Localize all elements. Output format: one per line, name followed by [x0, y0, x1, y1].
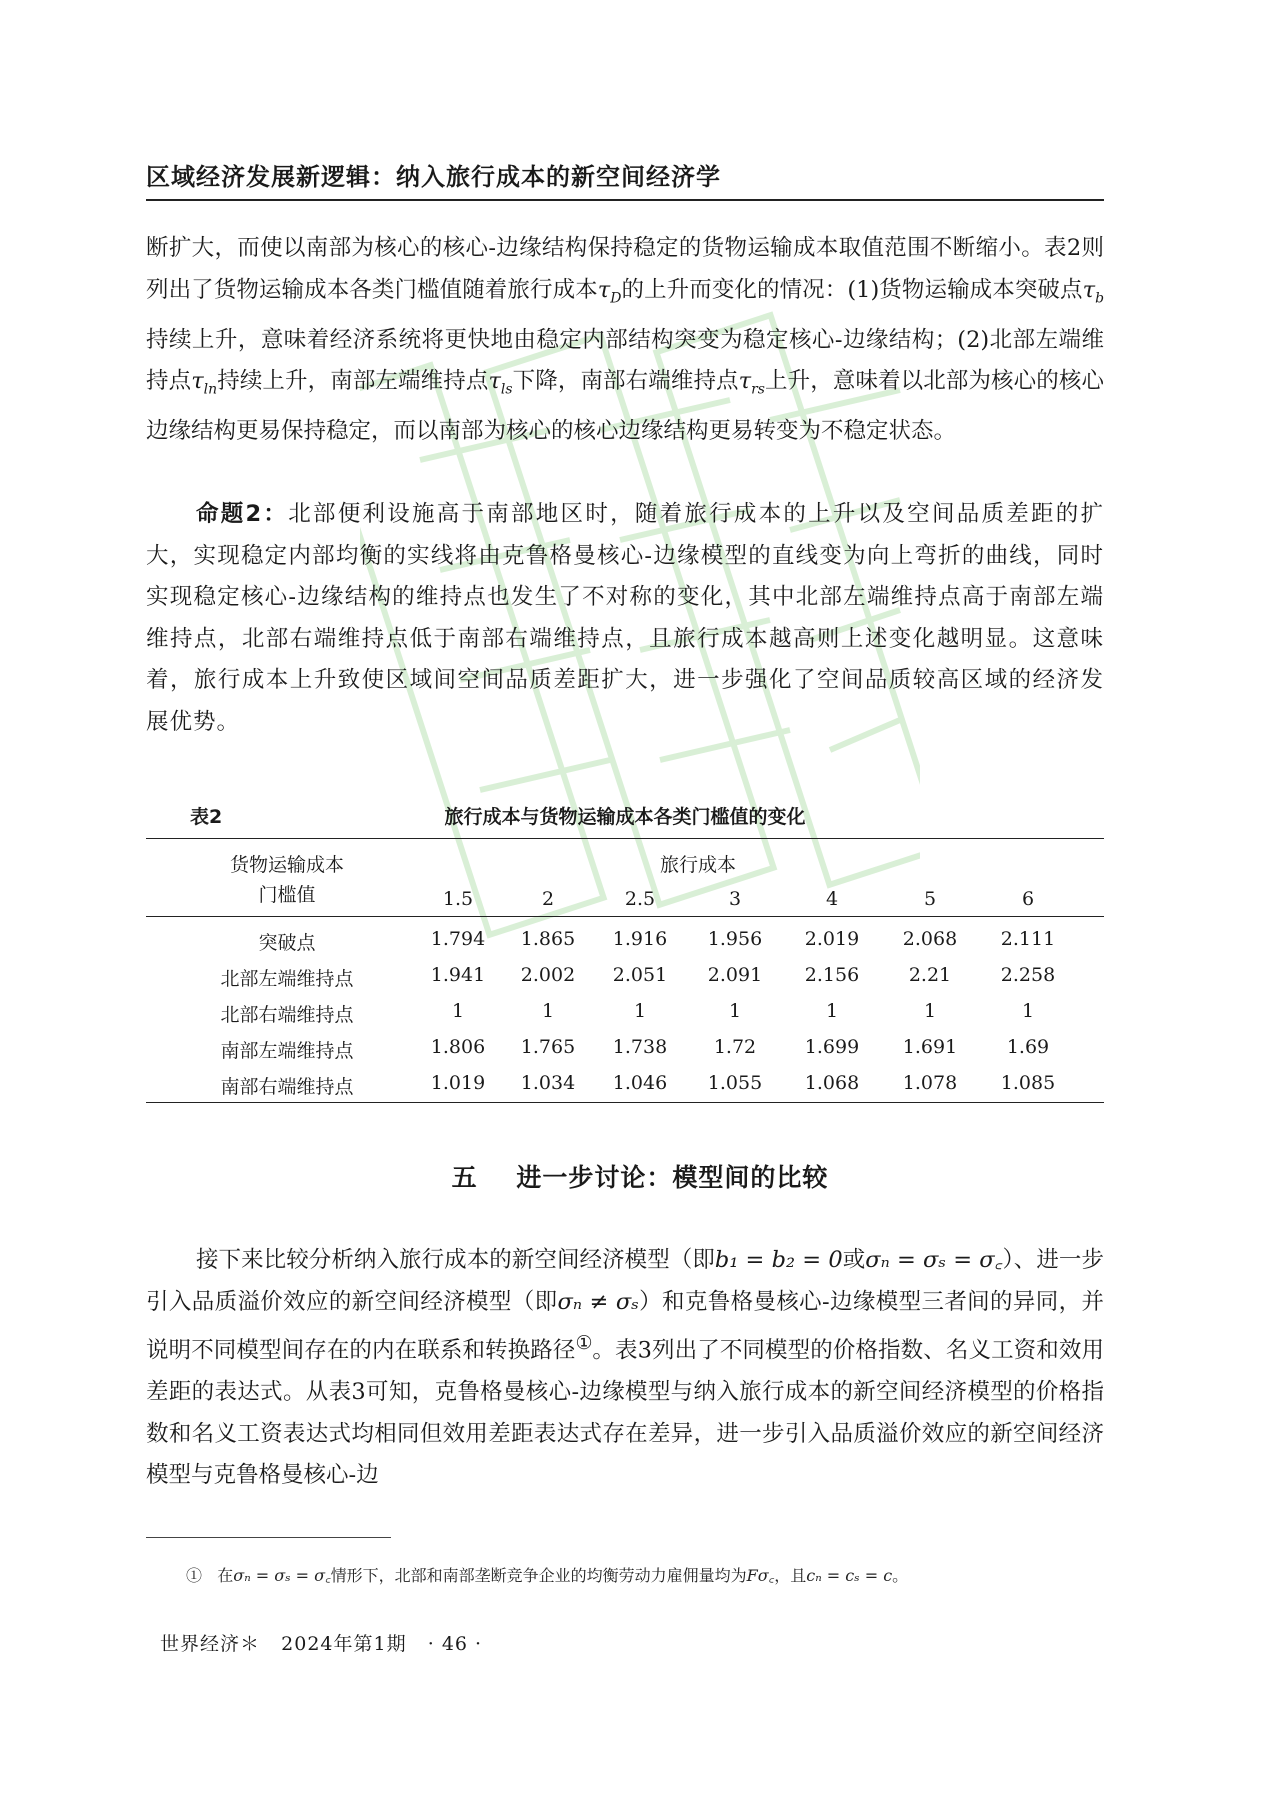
table-cell: 1.034 — [520, 1072, 576, 1094]
table-cell: 1.941 — [430, 964, 486, 986]
table-cell: 1.916 — [612, 928, 668, 950]
table-column-header: 3 — [728, 888, 742, 910]
table-cell: 2.258 — [1000, 964, 1056, 986]
running-header: 区域经济发展新逻辑：纳入旅行成本的新空间经济学 — [146, 163, 721, 191]
proposition-2 — [146, 494, 1104, 743]
table-title: 旅行成本与货物运输成本各类门槛值的变化 — [444, 806, 806, 828]
header-rule — [146, 199, 1104, 201]
table-column-header: 2 — [541, 888, 555, 910]
table-cell: 1.765 — [520, 1036, 576, 1058]
table-cell: 1.085 — [1000, 1072, 1056, 1094]
table-column-group: 旅行成本 — [660, 854, 737, 876]
table-cell: 1.956 — [707, 928, 763, 950]
paragraph-1: 断扩大，而使以南部为核心的核心-边缘结构保持稳定的货物运输成本取值范围不断缩小。表2则列出了货物运输成本各类门槛值随着旅行成本$\tau_D$的上升而变化的情况：(1)货物运输成本突破点$\tau_b$持续上升，意味着经济系统将更快地由稳定内部结构突变为稳定核心-边缘结构；(2)北部左端维持点$\tau_{ln}$持续上升，南部左端维持点$\tau_{ls}$下降，南部右端维持点$\tau_{rs}$上升，意味着以北部为核心的核心边缘结构更易保持稳定，而以南部为核心的核心边缘结构更易转变为不稳定状态。 — [146, 235, 1104, 444]
page-footer: 世界经济＊ 2024年第1期 · 46 · — [160, 1633, 483, 1655]
table-header-rule — [146, 916, 1104, 917]
proposition-label: 命题2： — [196, 501, 289, 527]
footnote-rule — [146, 1537, 391, 1538]
table-row — [0, 1066, 1280, 1102]
table-cell: 1.72 — [713, 1036, 757, 1058]
table-cell: 1.691 — [902, 1036, 958, 1058]
table-cell: 2.091 — [707, 964, 763, 986]
table-row-label: 北部右端维持点 — [220, 1004, 354, 1026]
table-row-label: 北部左端维持点 — [220, 968, 354, 990]
table-cell: 1.794 — [430, 928, 486, 950]
table-cell: 1 — [825, 1000, 839, 1022]
table-cell: 2.002 — [520, 964, 576, 986]
table-cell: 1.046 — [612, 1072, 668, 1094]
table-row-label: 南部右端维持点 — [220, 1076, 354, 1098]
proposition-text: 北部便利设施高于南部地区时，随着旅行成本的上升以及空间品质差距的扩大，实现稳定内部均衡的实线将由克鲁格曼核心-边缘模型的直线变为向上弯折的曲线，同时实现稳定核心-边缘结构的维持点也发生了不对称的变化，其中北部左端维持点高于南部左端维持点，北部右端维持点低于南部右端维持点，且旅行成本越高则上述变化越明显。这意味着，旅行成本上升致使区域间空间品质差距扩大，进一步强化了空间品质较高区域的经济发展优势。 — [146, 501, 1104, 735]
section-heading: 五 进一步讨论：模型间的比较 — [451, 1163, 829, 1192]
table-row — [0, 958, 1280, 994]
table-cell: 1.699 — [804, 1036, 860, 1058]
table-column-header: 2.5 — [624, 888, 656, 910]
table-cell: 1 — [451, 1000, 465, 1022]
table-row-header: 货物运输成本 门槛值 — [229, 854, 344, 906]
table-column-header: 6 — [1021, 888, 1035, 910]
table-cell: 2.21 — [908, 964, 952, 986]
table-cell: 2.111 — [1000, 928, 1056, 950]
paragraph-3: 接下来比较分析纳入旅行成本的新空间经济模型（即b₁ = b₂ = 0或σₙ = σₛ = σ꜀）、进一步引入品质溢价效应的新空间经济模型（即σₙ ≠ σₛ）和克鲁格曼核心-边缘模型三者间的异同，并说明不同模型间存在的内在联系和转换路径①。表3列出了不同模型的价格指数、名义工资和效用差距的表达式。从表3可知，克鲁格曼核心-边缘模型与纳入旅行成本的新空间经济模型的价格指数和名义工资表达式均相同但效用差距表达式存在差异，进一步引入品质溢价效应的新空间经济模型与克鲁格曼核心-边 — [146, 1247, 1104, 1488]
table-cell: 1.019 — [430, 1072, 486, 1094]
table-row — [0, 1030, 1280, 1066]
table-cell: 1.738 — [612, 1036, 668, 1058]
table-cell: 2.068 — [902, 928, 958, 950]
table-column-header: 4 — [825, 888, 839, 910]
table-row-label: 南部左端维持点 — [220, 1040, 354, 1062]
table-cell: 1.068 — [804, 1072, 860, 1094]
issue: 2024年第1期 — [281, 1633, 407, 1655]
table-cell: 2.051 — [612, 964, 668, 986]
table-top-rule — [146, 838, 1104, 839]
table-caption — [146, 800, 1104, 830]
table-label: 表2 — [190, 806, 223, 828]
table-cell: 1 — [728, 1000, 742, 1022]
table-row — [0, 994, 1280, 1030]
table-cell: 1.865 — [520, 928, 576, 950]
table-row-label: 突破点 — [258, 932, 316, 954]
footnote: ① 在σₙ = σₛ = σ꜀情形下，北部和南部垄断竞争企业的均衡劳动力雇佣量均为Fσ꜀，且cₙ = cₛ = c。 — [186, 1566, 909, 1585]
table-cell: 1.055 — [707, 1072, 763, 1094]
table-cell: 1 — [541, 1000, 555, 1022]
table-cell: 2.019 — [804, 928, 860, 950]
table-cell: 1 — [633, 1000, 647, 1022]
page-number: · 46 · — [427, 1633, 483, 1655]
table-bottom-rule — [146, 1102, 1104, 1103]
table-cell: 2.156 — [804, 964, 860, 986]
table-cell: 1 — [1021, 1000, 1035, 1022]
table-cell: 1.078 — [902, 1072, 958, 1094]
table-row — [0, 922, 1280, 958]
table-cell: 1.69 — [1006, 1036, 1050, 1058]
table-column-header: 5 — [923, 888, 937, 910]
table-cell: 1.806 — [430, 1036, 486, 1058]
footnote-reference: ① — [575, 1333, 593, 1354]
journal-name: 世界经济 — [160, 1633, 241, 1655]
table-cell: 1 — [923, 1000, 937, 1022]
table-column-header: 1.5 — [442, 888, 474, 910]
